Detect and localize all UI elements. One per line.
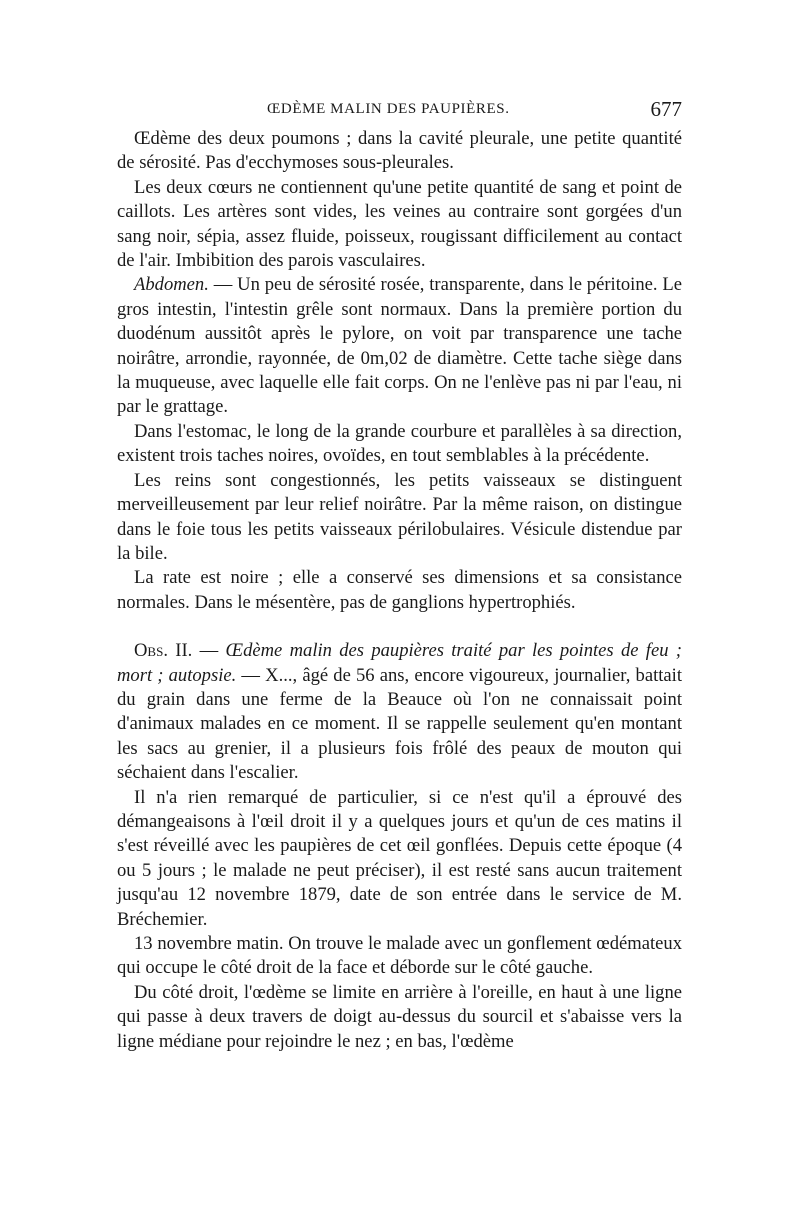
paragraph-history: Il n'a rien remarqué de particulier, si ce n'est qu'il a éprouvé des démangeaisons à l'œil droit il y a quelques jours et qu'un de ces matins il s'est réveillé avec les paupières de cet œil gonflées. Depuis cette époque (4 ou 5 jours ; le malade ne peut préciser), il est resté sans aucun traitement jusqu'au 12 novembre 1879, date de son entrée dans le service de M. Bréchemier. (117, 786, 682, 930)
observation-title: Œdème malin des paupières traité par les pointes de feu ; mort ; autopsie. (117, 640, 682, 686)
paragraph-lungs: Œdème des deux poumons ; dans la cavité pleurale, une petite quantité de sérosité. Pas d'ecchymoses sous-pleurales. (117, 128, 682, 174)
observation-intro (117, 639, 682, 785)
paragraph-stomach: Dans l'estomac, le long de la grande courbure et parallèles à sa direction, existent trois taches noires, ovoïdes, en tout semblables à la précédente. (117, 420, 682, 467)
paragraph-hearts: Les deux cœurs ne contiennent qu'une petite quantité de sang et point de caillots. Les artères sont vides, les veines au contraire sont gorgées d'un sang noir, sépia, assez fluide, poisseux, rougissant difficilement au contact de l'air. Imbibition des parois vasculaires. (117, 176, 682, 272)
paragraph-abdomen (117, 273, 682, 419)
paragraph-right-side: Du côté droit, l'œdème se limite en arrière à l'oreille, en haut à une ligne qui passe à deux travers de doigt au-dessus du sourcil et s'abaisse vers la ligne médiane pour rejoindre le nez ; en bas, l'œdème (117, 981, 682, 1052)
abdomen-label: Abdomen. (134, 274, 209, 296)
page-body (117, 127, 682, 1054)
abdomen-text: — Un peu de sérosité rosée, transparente, dans le péritoine. Le gros intestin, l'intestin grêle sont normaux. Dans la première portion du duodénum aussitôt après le pylore, on voit par transparence une tache noirâtre, arrondie, rayonnée, de 0m,02 de diamètre. Cette tache siège dans la muqueuse, avec laquelle elle fait corps. On ne l'enlève pas ni par l'eau, ni par le grattage. (117, 274, 682, 418)
paragraph-kidneys: Les reins sont congestionnés, les petits vaisseaux se distinguent merveilleusement par leur relief noirâtre. Par la même raison, on distingue dans le foie tous les petits vaisseaux périlobulaires. Vésicule distendue par la bile. (117, 469, 682, 564)
section-gap (117, 615, 682, 639)
paragraph-nov13: 13 novembre matin. On trouve le malade avec un gonflement œdémateux qui occupe le côté droit de la face et déborde sur le côté gauche. (117, 933, 682, 979)
observation-intro-text: — X..., âgé de 56 ans, encore vigoureux, journalier, battait du grain dans une ferme de la Beauce où l'on ne connaissait point d'animaux malades en ce moment. Il se rappelle seulement qu'en montant les sacs au grenier, il a plusieurs fois frôlé des peaux de mouton qui séchaient dans l'escalier. (117, 664, 682, 784)
observation-label: Obs. II. (134, 640, 193, 662)
page-number: 677 (650, 97, 682, 121)
paragraph-spleen: La rate est noire ; elle a conservé ses dimensions et sa consistance normales. Dans le mésentère, pas de ganglions hypertrophiés. (117, 567, 682, 613)
observation-dash: — (192, 640, 226, 662)
running-head (117, 97, 682, 123)
running-title: ŒDÈME MALIN DES PAUPIÈRES. (267, 101, 510, 117)
